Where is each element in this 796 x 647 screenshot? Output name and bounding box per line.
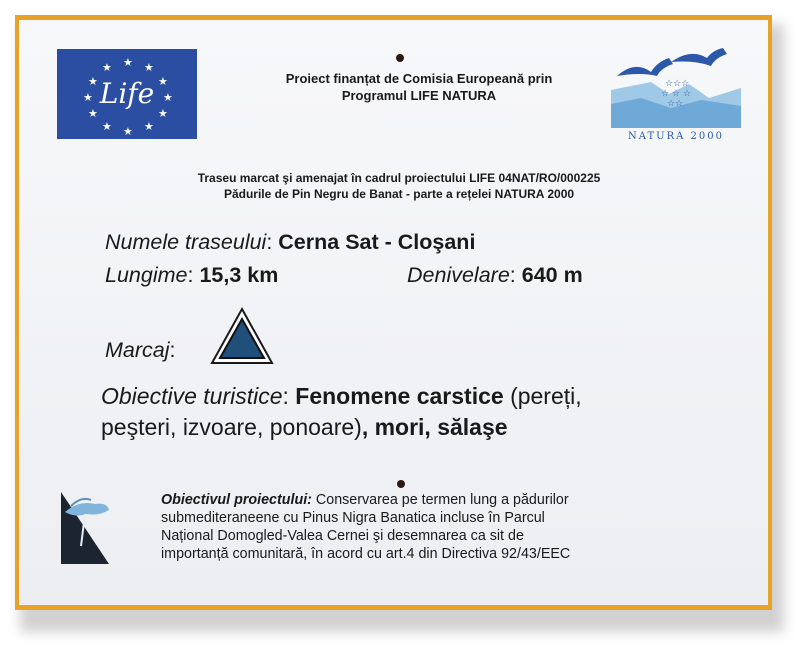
elevation-group: Denivelare: 640 m bbox=[407, 263, 583, 287]
svg-text:★: ★ bbox=[158, 75, 168, 88]
flying-birds-icon bbox=[611, 42, 741, 128]
blue-triangle-icon bbox=[209, 306, 275, 366]
objectives-label: Obiective turistice bbox=[101, 383, 283, 409]
project-line-2: Pădurile de Pin Negru de Banat - parte a rețelei NATURA 2000 bbox=[223, 187, 575, 201]
elevation-label: Denivelare bbox=[407, 263, 510, 287]
trail-name-label: Numele traseului bbox=[105, 230, 267, 254]
svg-text:★: ★ bbox=[88, 107, 98, 120]
svg-text:★: ★ bbox=[102, 120, 112, 133]
svg-text:★: ★ bbox=[102, 61, 112, 74]
screw-hole-top bbox=[396, 54, 404, 62]
screw-hole-bottom bbox=[397, 480, 405, 488]
svg-text:☆☆: ☆☆ bbox=[667, 99, 684, 109]
objective-line-3: Național Domogled-Valea Cernei şi desemnarea ca sit de bbox=[161, 528, 524, 544]
life-logo-text: Life bbox=[99, 77, 155, 110]
natura-2000-logo bbox=[611, 42, 741, 142]
marking-row: Marcaj: bbox=[105, 338, 176, 362]
objective-line-2: submediteraneene cu Pinus Nigra Banatica incluse în Parcul bbox=[161, 510, 545, 526]
svg-text:☆☆☆: ☆☆☆ bbox=[665, 79, 690, 89]
project-line-1: Traseu marcat şi amenajat în cadrul proiectului LIFE 04NAT/RO/000225 bbox=[197, 171, 601, 185]
svg-text:★: ★ bbox=[83, 91, 93, 104]
svg-text:★: ★ bbox=[123, 125, 133, 138]
trail-name-value: Cerna Sat - Cloşani bbox=[278, 230, 476, 254]
natura-logo-text: NATURA 2000 bbox=[628, 131, 724, 142]
objective-text-1: Conservarea pe termen lung a pădurilor bbox=[315, 492, 569, 508]
svg-text:★: ★ bbox=[144, 120, 154, 133]
objectives-row-2 bbox=[101, 414, 508, 441]
elevation-value: 640 m bbox=[521, 263, 583, 287]
marking-label: Marcaj bbox=[105, 338, 170, 362]
eu-life-logo bbox=[57, 49, 197, 139]
svg-text:★: ★ bbox=[144, 61, 154, 74]
funding-header bbox=[209, 70, 629, 104]
length-label: Lungime bbox=[105, 263, 188, 287]
objective-line-4: importanță comunitară, în acord cu art.4 din Directiva 92/43/EEC bbox=[161, 546, 571, 562]
svg-text:★: ★ bbox=[88, 75, 98, 88]
funding-line-1: Proiect finanțat de Comisia Europeană prin bbox=[285, 71, 553, 86]
length-value: 15,3 km bbox=[199, 263, 279, 287]
funding-line-2: Programul LIFE NATURA bbox=[341, 88, 497, 103]
svg-text:★: ★ bbox=[163, 91, 173, 104]
svg-text:★: ★ bbox=[158, 107, 168, 120]
objectives-row-1: Obiective turistice: Fenomene carstice (pereți, bbox=[101, 383, 582, 409]
svg-text:★: ★ bbox=[123, 56, 133, 69]
trail-stats-row: Lungime: 15,3 km Denivelare: 640 m bbox=[105, 263, 583, 287]
project-description bbox=[99, 170, 699, 202]
objectives-walls: (pereți, bbox=[510, 383, 582, 409]
project-objective bbox=[161, 491, 721, 563]
trail-name-row: Numele traseului: Cerna Sat - Cloşani bbox=[105, 230, 476, 254]
objectives-karst: Fenomene carstice bbox=[295, 383, 504, 409]
objectives-caves: peşteri, izvoare, ponoare) bbox=[101, 414, 362, 440]
objectives-mills: , mori, sălaşe bbox=[361, 414, 508, 440]
trail-sign bbox=[19, 20, 768, 605]
pine-tree-icon bbox=[51, 486, 111, 568]
svg-text:☆ ☆ ☆: ☆ ☆ ☆ bbox=[661, 89, 691, 99]
objective-label: Obiectivul proiectului: bbox=[161, 492, 312, 508]
objective-line-1 bbox=[161, 491, 721, 509]
